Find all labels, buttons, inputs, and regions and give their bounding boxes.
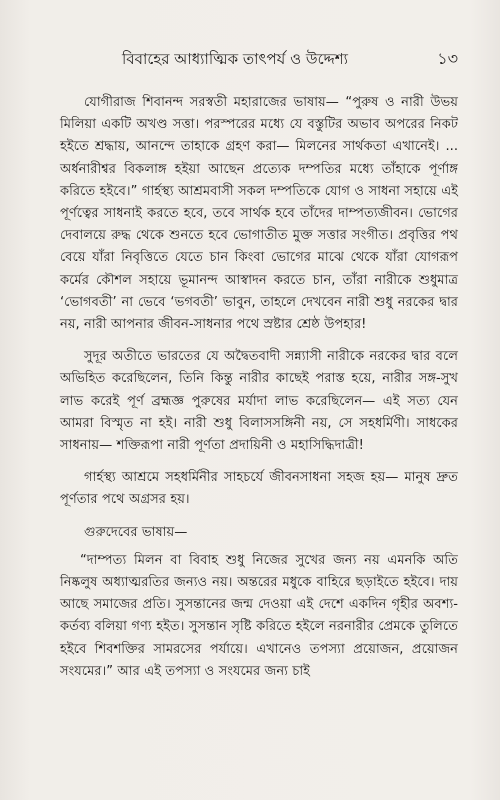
paragraph-2: সুদূর অতীতে ভারতের যে অদ্বৈতবাদী সন্ন্যাসী নারীকে নরকের দ্বার বলে অভিহিত করেছিলেন, তিনি কিন্তু নারীর কাছেই পরাস্ত হয়ে, নারীর সঙ্গ-সুখ লাভ করেই পূর্ণ ব্রহ্মজ্ঞ পুরুষের মর্যাদা লাভ করেছিলেন— এই সত্য যেন আমরা বিস্মৃত না হই। নারী শুধু বিলাসসঙ্গিনী নয়, সে সহধর্মিণী। সাধকের সাধনায়— শক্তিরূপা নারী পূর্ণতা প্রদায়িনী ও মহাসিদ্ধিদাত্রী!: [60, 349, 458, 454]
page-number: ১৩: [437, 49, 458, 68]
paragraph-1: যোগীরাজ শিবানন্দ সরস্বতী মহারাজের ভাষায়— “পুরুষ ও নারী উভয় মিলিয়া একটি অখণ্ড সত্তা। পরস্পরের মধ্যে যে বস্তুটির অভাব অপরের নিকট হইতে শ্রদ্ধায়, আনন্দে তাহাকে গ্রহণ করা— মিলনের সার্থকতা এখানেই। ... অর্ধনারীশ্বর বিকলাঙ্গ হইয়া আছেন প্রত্যেক দম্পতির মধ্যে তাঁহাকে পূর্ণাঙ্গ করিতে হইবে।” গার্হস্থ্য আশ্রমবাসী সকল দম্পতিকে যোগ ও সাধনা সহায়ে এই পূর্ণত্বের সাধনাই করতে হবে, তবে সার্থক হবে তাঁদের দাম্পত্যজীবন। ভোগের দেবালয়ে রুদ্ধ থেকে শুনতে হবে ভোগাতীত মুক্ত সত্তার সংগীত। প্রবৃত্তির পথ বেয়ে যাঁরা নিবৃত্তিতে যেতে চান কিংবা ভোগের মাঝে থেকে যাঁরা যোগরূপ কর্মের কৌশল সহায়ে ভূমানন্দ আস্বাদন করতে চান, তাঁরা নারীকে শুধুমাত্র ‘ভোগবতী’ না ভেবে ‘ভগবতী’ ভাবুন, তাহলে দেখবেন নারী শুধু নরকের দ্বার নয়, নারী আপনার জীবন-সাধনার পথে স্রষ্টার শ্রেষ্ঠ উপহার!: [60, 95, 458, 333]
page-header: [60, 48, 458, 78]
paragraph-3: গার্হস্থ্য আশ্রমে সহধর্মিনীর সাহচর্যে জীবনসাধনা সহজ হয়— মানুষ দ্রুত পূর্ণতার পথে অগ্রসর হয়।: [60, 470, 458, 508]
quote-intro: গুরুদেবের ভাষায়—: [84, 524, 188, 540]
page-body: [60, 92, 458, 758]
running-title: বিবাহের আধ্যাত্মিক তাৎপর্য ও উদ্দেশ্য: [122, 50, 348, 68]
quoted-paragraph: “দাম্পত্য মিলন বা বিবাহ শুধু নিজের সুখের জন্য নয় এমনকি অতি নিষ্কলুষ অধ্যাত্মরতির জন্যও নয়। অন্তরের মধুকে বাহিরে ছড়াইতে হইবে। দায় আছে সমাজের প্রতি। সুসন্তানের জন্ম দেওয়া এই দেশে একদিন গৃহীর অবশ্য-কর্তব্য বলিয়া গণ্য হইত। সুসন্তান সৃষ্টি করিতে হইলে নরনারীর প্রেমকে তুলিতে হইবে শিবশক্তির সামরসের পর্যায়ে। এখানেও তপস্যা প্রয়োজন, প্রয়োজন সংযমের।” আর এই তপস্যা ও সংযমের জন্য চাই: [60, 552, 458, 679]
